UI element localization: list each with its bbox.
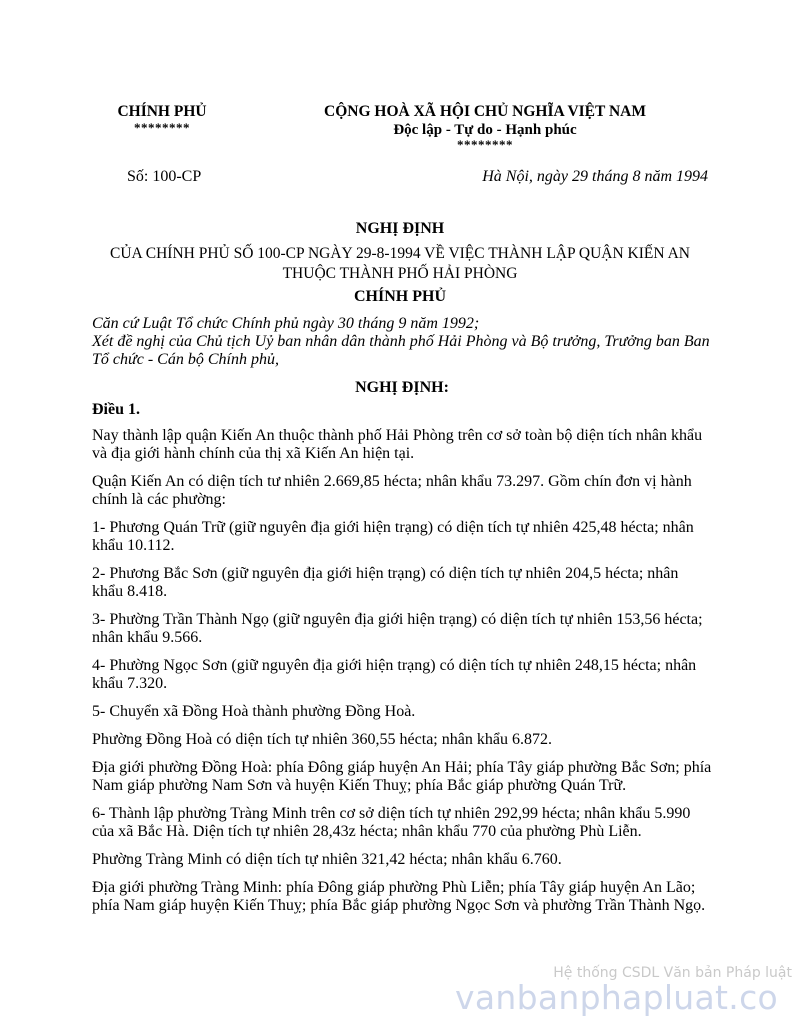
article-paragraph: Quận Kiến An có diện tích tư nhiên 2.669,85 hécta; nhân khẩu 73.297. Gồm chín đơn vị hành chính là các phường: bbox=[92, 473, 692, 508]
agency-name: CHÍNH PHỦ bbox=[117, 103, 207, 120]
article-paragraph: Phường Tràng Minh có diện tích tự nhiên 321,42 hécta; nhân khẩu 6.760. bbox=[92, 851, 562, 868]
document-body bbox=[92, 315, 712, 925]
nation-name: CỘNG HOÀ XÃ HỘI CHỦ NGHĨA VIỆT NAM bbox=[324, 103, 646, 120]
watermark-caption: Hệ thống CSDL Văn bản Pháp luật bbox=[553, 965, 792, 981]
agency-header bbox=[92, 102, 232, 134]
article-paragraph: 2- Phương Bắc Sơn (giữ nguyên địa giới hiện trạng) có diện tích tự nhiên 204,5 hécta; nhân khẩu 8.418. bbox=[92, 565, 679, 600]
article-paragraph: 6- Thành lập phường Tràng Minh trên cơ sở diện tích tự nhiên 292,99 hécta; nhân khẩu 5.990 của xã Bắc Hà. Diện tích tự nhiên 28,43z hécta; nhân khẩu 770 của phường Phù Liễn. bbox=[92, 805, 691, 840]
document-subject-line-2: THUỘC THÀNH PHỐ HẢI PHÒNG bbox=[282, 265, 518, 282]
motto-stars: ******** bbox=[457, 137, 513, 152]
article-paragraph: 4- Phường Ngọc Sơn (giữ nguyên địa giới hiện trạng) có diện tích tự nhiên 248,15 hécta; nhân khẩu 7.320. bbox=[92, 657, 697, 692]
preamble-clause: Căn cứ Luật Tổ chức Chính phủ ngày 30 tháng 9 năm 1992; bbox=[92, 315, 480, 332]
place-date: Hà Nội, ngày 29 tháng 8 năm 1994 bbox=[482, 168, 708, 185]
watermark-site: vanbanphapluat.co bbox=[455, 978, 778, 1017]
article-paragraph: Địa giới phường Tràng Minh: phía Đông giáp phường Phù Liễn; phía Tây giáp huyện An Lão; phía Nam giáp huyện Kiến Thuỵ; phía Bắc giáp phường Ngọc Sơn và phường Trần Thành Ngọ. bbox=[92, 879, 706, 914]
document-subject bbox=[92, 244, 708, 284]
article-paragraph: Địa giới phường Đồng Hoà: phía Đông giáp huyện An Hải; phía Tây giáp phường Bắc Sơn; phía Nam giáp phường Nam Sơn và huyện Kiến Thuỵ; phía Bắc giáp phường Quán Trữ. bbox=[92, 759, 712, 794]
article-paragraph: 3- Phường Trần Thành Ngọ (giữ nguyên địa giới hiện trạng) có diện tích tự nhiên 153,56 hécta; nhân khẩu 9.566. bbox=[92, 611, 703, 646]
agency-stars: ******** bbox=[134, 120, 190, 135]
document-subject-line-1: CỦA CHÍNH PHỦ SỐ 100-CP NGÀY 29-8-1994 VỀ VIỆC THÀNH LẬP QUẬN KIẾN AN bbox=[110, 245, 690, 262]
preamble bbox=[92, 315, 712, 369]
article-paragraph: 1- Phương Quán Trữ (giữ nguyên địa giới hiện trạng) có diện tích tự nhiên 425,48 hécta; nhân khẩu 10.112. bbox=[92, 519, 694, 554]
national-header bbox=[300, 102, 670, 151]
national-motto: Độc lập - Tự do - Hạnh phúc bbox=[393, 122, 577, 138]
article-paragraph: Phường Đồng Hoà có diện tích tự nhiên 360,55 hécta; nhân khẩu 6.872. bbox=[92, 731, 552, 748]
preamble-clause: Xét đề nghị của Chủ tịch Uỷ ban nhân dân thành phố Hải Phòng và Bộ trưởng, Trưởng ban Ban Tổ chức - Cán bộ Chính phủ, bbox=[92, 333, 710, 368]
decree-heading: NGHỊ ĐỊNH: bbox=[355, 379, 449, 396]
article-paragraph: Nay thành lập quận Kiến An thuộc thành phố Hải Phòng trên cơ sở toàn bộ diện tích nhân khẩu và địa giới hành chính của thị xã Kiến An hiện tại. bbox=[92, 427, 703, 462]
document-number: Số: 100-CP bbox=[127, 168, 202, 185]
article-title: Điều 1. bbox=[92, 401, 140, 418]
article-paragraph: 5- Chuyển xã Đồng Hoà thành phường Đồng Hoà. bbox=[92, 703, 416, 720]
document-type: NGHỊ ĐỊNH bbox=[355, 220, 445, 237]
issuer-heading: CHÍNH PHỦ bbox=[354, 288, 446, 305]
